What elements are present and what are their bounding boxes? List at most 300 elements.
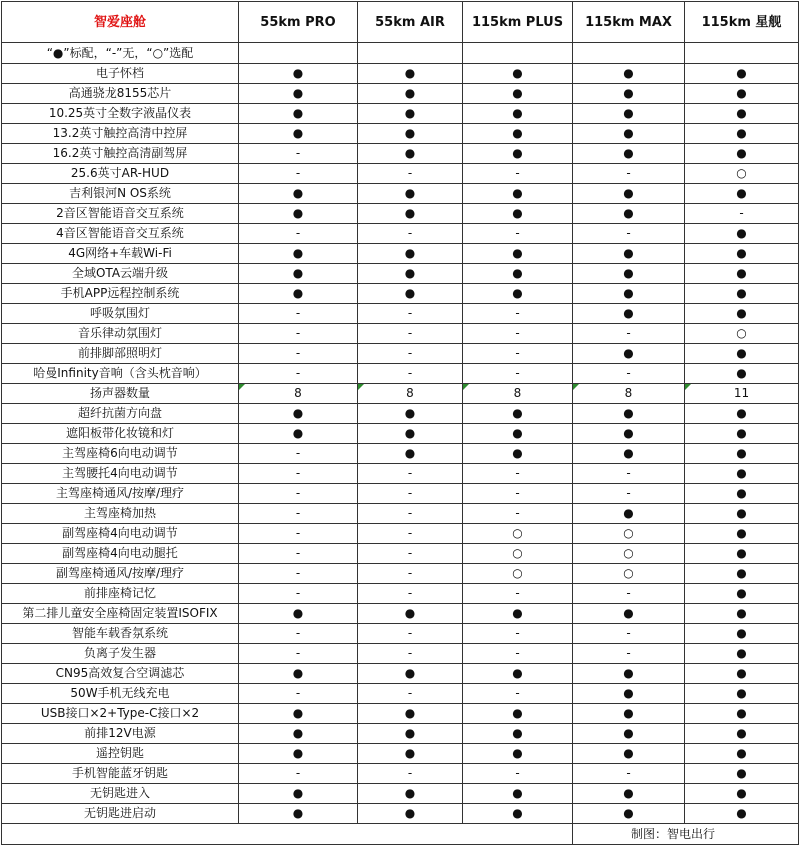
spec-value: - (295, 366, 301, 380)
spec-value: ● (404, 746, 416, 760)
spec-value-cell (685, 604, 799, 624)
column-header-55km-air: 55km AIR (358, 2, 463, 43)
spec-value-cell (239, 744, 358, 764)
spec-value: - (407, 366, 413, 380)
table-row (2, 664, 799, 684)
spec-value: ● (512, 106, 523, 120)
spec-value-cell (685, 284, 799, 304)
spec-value-cell (463, 724, 573, 744)
feature-name: 主驾座椅通风/按摩/理疗 (2, 484, 239, 504)
spec-value-cell (239, 344, 358, 364)
spec-value: - (515, 686, 520, 700)
spec-value-cell (573, 184, 685, 204)
spec-value-cell (358, 124, 463, 144)
spec-value-cell (358, 484, 463, 504)
table-row (2, 504, 799, 524)
spec-value-cell (573, 84, 685, 104)
spec-value-cell (358, 164, 463, 184)
spec-value-cell (358, 684, 463, 704)
spec-value-cell (463, 164, 573, 184)
feature-name: 10.25英寸全数字液晶仪表 (2, 104, 239, 124)
spec-value: - (407, 626, 413, 640)
spec-value: ● (512, 286, 523, 300)
spec-value-cell (358, 464, 463, 484)
spec-value-cell (463, 784, 573, 804)
spec-value: ● (292, 706, 304, 720)
spec-value-cell (573, 484, 685, 504)
spec-value-cell (463, 764, 573, 784)
spec-value-cell (573, 704, 685, 724)
spec-value: ● (404, 106, 416, 120)
table-row (2, 644, 799, 664)
spec-value-cell (685, 584, 799, 604)
spec-value-cell (239, 804, 358, 824)
spec-value-cell (463, 384, 573, 404)
spec-value-cell (463, 144, 573, 164)
feature-name: 主驾座椅6向电动调节 (2, 444, 239, 464)
table-row (2, 64, 799, 84)
spec-value-cell (239, 204, 358, 224)
spec-value-cell (685, 304, 799, 324)
spec-value: ● (404, 446, 416, 460)
spec-value: ● (736, 586, 747, 600)
column-header-115km-max: 115km MAX (573, 2, 685, 43)
spec-value-cell (358, 324, 463, 344)
spec-value-cell (463, 804, 573, 824)
spec-value-cell (573, 744, 685, 764)
feature-name: 手机智能蓝牙钥匙 (2, 764, 239, 784)
spec-value-cell (685, 564, 799, 584)
spec-value: ● (736, 366, 747, 380)
spec-value-cell (239, 244, 358, 264)
spec-value-cell (573, 764, 685, 784)
table-title: 智爱座舱 (2, 2, 239, 43)
spec-value: - (295, 166, 301, 180)
spec-value: ● (623, 186, 634, 200)
spec-value-cell (463, 284, 573, 304)
spec-value: ● (512, 126, 523, 140)
spec-value: ● (292, 86, 304, 100)
spec-value-cell (573, 64, 685, 84)
spec-value: ● (512, 426, 523, 440)
spec-value-cell (685, 464, 799, 484)
footer-empty-cell (2, 824, 573, 845)
spec-value: - (407, 646, 413, 660)
feature-name: 副驾座椅4向电动调节 (2, 524, 239, 544)
spec-value: ● (736, 606, 747, 620)
spec-value-cell (685, 124, 799, 144)
spec-value-cell (239, 324, 358, 344)
spec-value-cell (573, 404, 685, 424)
spec-value: ● (623, 106, 634, 120)
spec-value-cell (573, 244, 685, 264)
spec-value-cell (239, 364, 358, 384)
spec-value: ● (736, 486, 747, 500)
spec-value-cell (573, 624, 685, 644)
spec-value-cell (573, 344, 685, 364)
spec-value-cell (239, 704, 358, 724)
spec-value: ● (736, 526, 747, 540)
spec-value-cell (685, 224, 799, 244)
spec-value: ● (736, 306, 747, 320)
spec-value: ● (404, 406, 416, 420)
column-header-115km-plus: 115km PLUS (463, 2, 573, 43)
spec-value-cell (685, 204, 799, 224)
spec-value-cell (573, 284, 685, 304)
spec-value: - (295, 486, 301, 500)
table-row (2, 144, 799, 164)
spec-value-cell (463, 444, 573, 464)
spec-value-cell (239, 584, 358, 604)
spec-value: ● (404, 186, 416, 200)
spec-value-cell (685, 644, 799, 664)
feature-name: 主驾腰托4向电动调节 (2, 464, 239, 484)
spec-table-body (2, 2, 799, 845)
spec-value-cell (239, 524, 358, 544)
spec-value: ● (292, 286, 304, 300)
spec-value: ● (736, 566, 747, 580)
spec-value-cell (463, 244, 573, 264)
spec-value-cell (573, 144, 685, 164)
spec-value: - (295, 566, 301, 580)
spec-value: ● (736, 726, 747, 740)
spec-value: ● (512, 206, 523, 220)
spec-value: - (407, 686, 413, 700)
spec-value-cell (358, 344, 463, 364)
spec-value-cell (573, 504, 685, 524)
spec-value-cell (685, 384, 799, 404)
spec-value-cell (685, 64, 799, 84)
spec-value: ● (623, 726, 634, 740)
spec-value-cell (358, 744, 463, 764)
spec-value-cell (239, 84, 358, 104)
legend-empty-cell (573, 43, 685, 64)
spec-value-cell (685, 444, 799, 464)
spec-value: ○ (512, 546, 523, 560)
spec-value-cell (463, 84, 573, 104)
spec-value: - (295, 766, 301, 780)
spec-value: ● (292, 786, 304, 800)
table-row (2, 624, 799, 644)
spec-value-cell (239, 284, 358, 304)
spec-value: ● (292, 106, 304, 120)
spec-value-cell (358, 384, 463, 404)
spec-value-cell (573, 724, 685, 744)
spec-value-cell (573, 164, 685, 184)
feature-name: 呼吸氛围灯 (2, 304, 239, 324)
spec-value: ● (404, 206, 416, 220)
spec-value: ● (512, 806, 523, 820)
table-row (2, 744, 799, 764)
spec-value-cell (573, 264, 685, 284)
legend-empty-cell (463, 43, 573, 64)
spec-value: ● (512, 746, 523, 760)
table-row (2, 384, 799, 404)
spec-value-cell (239, 224, 358, 244)
table-row (2, 804, 799, 824)
spec-value: ● (404, 786, 416, 800)
spec-value-cell (239, 404, 358, 424)
table-row (2, 424, 799, 444)
spec-value: - (295, 626, 301, 640)
spec-value: ● (512, 186, 523, 200)
table-row (2, 784, 799, 804)
spec-value: ● (404, 286, 416, 300)
spec-value-cell (573, 584, 685, 604)
spec-value: ● (404, 126, 416, 140)
spec-value: ● (736, 746, 747, 760)
spec-value: ● (512, 266, 523, 280)
spec-value-cell (685, 724, 799, 744)
spec-value: ● (292, 746, 304, 760)
spec-value-cell (685, 344, 799, 364)
spec-value: - (515, 626, 520, 640)
table-row (2, 524, 799, 544)
feature-name: 4音区智能语音交互系统 (2, 224, 239, 244)
spec-value: - (626, 766, 631, 780)
legend-row (2, 43, 799, 64)
spec-value: ● (736, 406, 747, 420)
spec-value-cell (685, 784, 799, 804)
spec-value: ● (736, 346, 747, 360)
spec-value: ● (736, 446, 747, 460)
spec-value: ● (404, 266, 416, 280)
spec-value: - (407, 486, 413, 500)
spec-value-cell (685, 664, 799, 684)
spec-value: 8 (406, 386, 414, 400)
spec-value-cell (463, 204, 573, 224)
spec-value: - (407, 306, 413, 320)
spec-value: - (626, 226, 631, 240)
spec-value-cell (239, 724, 358, 744)
spec-value-cell (358, 564, 463, 584)
spec-value: - (626, 646, 631, 660)
spec-value-cell (358, 584, 463, 604)
spec-value: - (407, 586, 413, 600)
spec-value: ● (736, 86, 747, 100)
spec-value-cell (463, 684, 573, 704)
spec-value: 8 (513, 386, 522, 400)
spec-value-cell (463, 364, 573, 384)
spec-value-cell (239, 424, 358, 444)
table-row (2, 564, 799, 584)
spec-value: - (295, 346, 301, 360)
spec-value-cell (685, 504, 799, 524)
spec-value: ● (623, 666, 634, 680)
spec-value: ● (736, 286, 747, 300)
spec-value: ● (623, 806, 634, 820)
spec-value-cell (358, 544, 463, 564)
table-row (2, 604, 799, 624)
spec-value: ● (404, 806, 416, 820)
spec-value-cell (463, 224, 573, 244)
spec-value: ● (623, 266, 634, 280)
spec-value: 8 (624, 386, 633, 400)
spec-value: - (407, 526, 413, 540)
feature-name: 前排座椅记忆 (2, 584, 239, 604)
feature-name: 4G网络+车载Wi-Fi (2, 244, 239, 264)
spec-value: ● (623, 146, 634, 160)
feature-name: 负离子发生器 (2, 644, 239, 664)
spec-value: ● (623, 86, 634, 100)
feature-name: 主驾座椅加热 (2, 504, 239, 524)
spec-value-cell (239, 644, 358, 664)
feature-name: 2音区智能语音交互系统 (2, 204, 239, 224)
spec-value-cell (573, 224, 685, 244)
spec-value: ● (623, 346, 634, 360)
spec-value: ● (292, 126, 304, 140)
spec-value-cell (239, 304, 358, 324)
spec-value-cell (463, 64, 573, 84)
spec-value-cell (358, 644, 463, 664)
spec-value: - (295, 686, 301, 700)
spec-value: - (295, 306, 301, 320)
spec-value: - (407, 346, 413, 360)
spec-value: - (515, 226, 520, 240)
spec-value: - (295, 546, 301, 560)
spec-value: ● (512, 406, 523, 420)
spec-value: ● (292, 606, 304, 620)
spec-value: ● (623, 606, 634, 620)
spec-value-cell (685, 424, 799, 444)
spec-value-cell (685, 704, 799, 724)
spec-value: - (295, 646, 301, 660)
spec-value-cell (239, 664, 358, 684)
feature-name: 遥控钥匙 (2, 744, 239, 764)
spec-value: ● (623, 746, 634, 760)
feature-name: 13.2英寸触控高清中控屏 (2, 124, 239, 144)
spec-value-cell (463, 344, 573, 364)
spec-value-cell (239, 444, 358, 464)
spec-value-cell (239, 124, 358, 144)
spec-value-cell (358, 224, 463, 244)
table-row (2, 364, 799, 384)
spec-value-cell (358, 764, 463, 784)
legend-text: “●”标配，“-”无，“○”选配 (2, 43, 239, 64)
spec-value: ● (512, 786, 523, 800)
spec-value: ● (512, 666, 523, 680)
spec-value-cell (358, 204, 463, 224)
table-row (2, 324, 799, 344)
spec-value: ● (623, 446, 634, 460)
spec-value-cell (685, 264, 799, 284)
spec-value: - (626, 626, 631, 640)
spec-value: ● (292, 266, 304, 280)
spec-value: - (515, 326, 520, 340)
spec-value-cell (685, 104, 799, 124)
spec-value: ● (512, 66, 523, 80)
feature-name: 25.6英寸AR-HUD (2, 164, 239, 184)
spec-value: ● (404, 706, 416, 720)
feature-name: 高通骁龙8155芯片 (2, 84, 239, 104)
spec-value: ● (404, 86, 416, 100)
spec-value: - (515, 466, 520, 480)
spec-value: - (739, 206, 744, 220)
spec-value: ● (512, 246, 523, 260)
spec-value-cell (573, 664, 685, 684)
table-row (2, 244, 799, 264)
spec-value-cell (239, 64, 358, 84)
spec-value-cell (239, 144, 358, 164)
spec-value-cell (463, 424, 573, 444)
spec-value-cell (358, 84, 463, 104)
feature-name: 电子怀档 (2, 64, 239, 84)
spec-value-cell (573, 124, 685, 144)
spec-value: - (295, 586, 301, 600)
spec-value: ● (404, 606, 416, 620)
spec-value-cell (463, 124, 573, 144)
spec-value-cell (239, 104, 358, 124)
spec-value-cell (358, 624, 463, 644)
spec-value-cell (573, 784, 685, 804)
table-row (2, 484, 799, 504)
spec-value: - (407, 226, 413, 240)
spec-value: ● (292, 726, 304, 740)
spec-value-cell (685, 804, 799, 824)
spec-value-cell (463, 604, 573, 624)
feature-name: 无钥匙进入 (2, 784, 239, 804)
spec-value-cell (463, 304, 573, 324)
spec-value-cell (358, 404, 463, 424)
spec-value: ○ (736, 326, 747, 340)
spec-value-cell (573, 364, 685, 384)
spec-value-cell (463, 464, 573, 484)
spec-value: ● (623, 206, 634, 220)
table-row (2, 444, 799, 464)
spec-value-cell (685, 544, 799, 564)
spec-value: - (515, 586, 520, 600)
spec-value-cell (463, 504, 573, 524)
spec-value: ● (404, 146, 416, 160)
spec-value: - (515, 306, 520, 320)
feature-name: 哈曼Infinity音响（含头枕音响） (2, 364, 239, 384)
spec-table (1, 1, 799, 845)
feature-name: 音乐律动氛围灯 (2, 324, 239, 344)
spec-value: ● (292, 186, 304, 200)
table-row (2, 684, 799, 704)
spec-value-cell (685, 764, 799, 784)
spec-value: - (626, 166, 631, 180)
spec-value: ● (623, 66, 634, 80)
table-row (2, 724, 799, 744)
spec-value: - (295, 326, 301, 340)
spec-value-cell (573, 804, 685, 824)
spec-value: - (407, 546, 413, 560)
spec-value: - (515, 486, 520, 500)
feature-name: 第二排儿童安全座椅固定装置ISOFIX (2, 604, 239, 624)
feature-name: 全域OTA云端升级 (2, 264, 239, 284)
spec-value: ● (512, 86, 523, 100)
spec-value: ● (736, 426, 747, 440)
spec-value-cell (358, 784, 463, 804)
spec-value: - (295, 226, 301, 240)
spec-value-cell (463, 484, 573, 504)
spec-value: ● (736, 146, 747, 160)
spec-value: ● (623, 426, 634, 440)
spec-value: ● (292, 246, 304, 260)
spec-value-cell (239, 684, 358, 704)
feature-name: 手机APP远程控制系统 (2, 284, 239, 304)
spec-value-cell (573, 564, 685, 584)
spec-value: - (295, 146, 301, 160)
spec-value: - (626, 466, 631, 480)
spec-value-cell (685, 404, 799, 424)
spec-value: - (515, 166, 520, 180)
spec-value: ● (736, 186, 747, 200)
spec-value: - (295, 446, 301, 460)
spec-value: ● (292, 806, 304, 820)
spec-value-cell (239, 484, 358, 504)
